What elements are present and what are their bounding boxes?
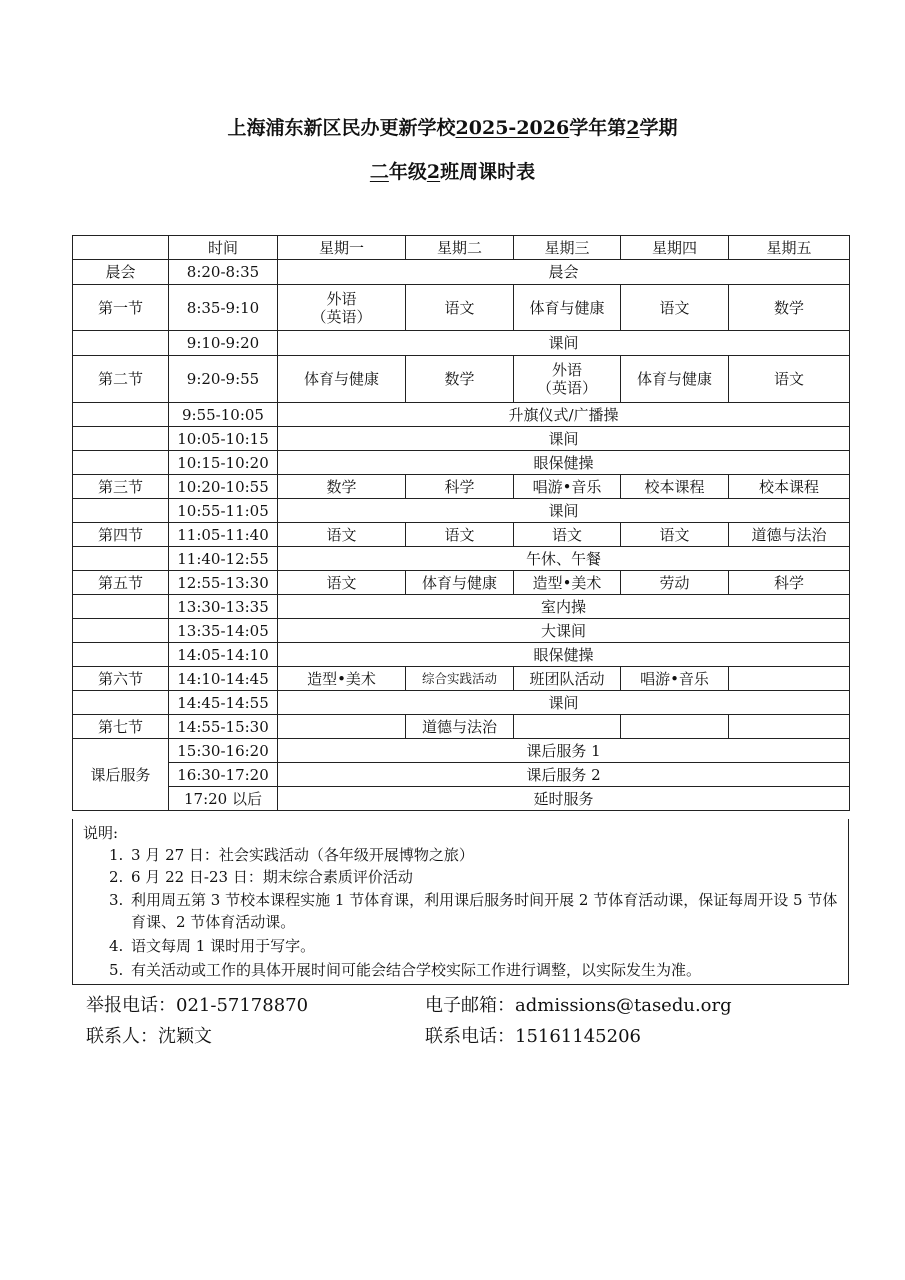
table-row <box>73 331 850 356</box>
span-cell: 大课间 <box>278 619 850 643</box>
time-cell: 14:05-14:10 <box>169 643 278 667</box>
time-cell: 13:30-13:35 <box>169 595 278 619</box>
document-subtitle <box>0 157 905 184</box>
period-cell <box>73 619 169 643</box>
notes-label: 说明: <box>83 824 119 842</box>
period-cell: 第一节 <box>73 285 169 331</box>
note-number: 2. <box>109 868 124 886</box>
period-cell <box>73 427 169 451</box>
class-cell-line: 外语 <box>551 361 582 379</box>
time-cell: 13:35-14:05 <box>169 619 278 643</box>
period-cell: 晨会 <box>73 260 169 285</box>
span-cell: 眼保健操 <box>278 643 850 667</box>
time-cell: 14:45-14:55 <box>169 691 278 715</box>
note-text: 语文每周 1 课时用于写字。 <box>131 937 316 955</box>
time-cell: 10:20-10:55 <box>169 475 278 499</box>
class-cell: 道德与法治 <box>729 523 850 547</box>
timetable <box>72 235 850 811</box>
class-cell: 语文 <box>514 523 621 547</box>
class-cell: 校本课程 <box>729 475 850 499</box>
period-cell: 第四节 <box>73 523 169 547</box>
table-row <box>73 787 850 811</box>
span-cell: 延时服务 <box>278 787 850 811</box>
table-row <box>73 523 850 547</box>
subtitle-grade: 二 <box>369 161 389 183</box>
time-cell: 12:55-13:30 <box>169 571 278 595</box>
span-cell: 升旗仪式/广播操 <box>278 403 850 427</box>
time-cell: 9:55-10:05 <box>169 403 278 427</box>
header-time-cell: 时间 <box>169 236 278 260</box>
class-cell: 体育与健康 <box>621 356 729 403</box>
class-cell <box>514 715 621 739</box>
time-cell: 9:20-9:55 <box>169 356 278 403</box>
table-row <box>73 571 850 595</box>
class-cell-line: （英语） <box>311 307 372 326</box>
table-row <box>73 403 850 427</box>
table-row <box>73 739 850 763</box>
document-title <box>0 113 905 140</box>
header-period-cell <box>73 236 169 260</box>
time-cell: 11:05-11:40 <box>169 523 278 547</box>
class-cell: 语文 <box>278 523 406 547</box>
class-cell: 语文 <box>621 285 729 331</box>
period-cell <box>73 499 169 523</box>
period-cell: 课后服务 <box>73 739 169 811</box>
time-cell: 9:10-9:20 <box>169 331 278 356</box>
span-cell: 晨会 <box>278 260 850 285</box>
contact-person: 联系人：沈颖文 <box>86 1026 212 1047</box>
notes-box <box>72 819 849 985</box>
table-row <box>73 643 850 667</box>
note-number: 5. <box>109 961 124 979</box>
class-cell: 语文 <box>278 571 406 595</box>
class-cell-line: 外语 <box>326 289 357 308</box>
table-row <box>73 499 850 523</box>
note-number: 4. <box>109 937 124 955</box>
table-row <box>73 356 850 403</box>
span-cell: 眼保健操 <box>278 451 850 475</box>
note-text: 3 月 27 日：社会实践活动（各年级开展博物之旅） <box>131 846 474 864</box>
table-row <box>73 475 850 499</box>
period-cell <box>73 451 169 475</box>
class-cell: 班团队活动 <box>514 667 621 691</box>
table-row <box>73 427 850 451</box>
class-cell <box>278 285 406 331</box>
table-row <box>73 260 850 285</box>
table-row <box>73 285 850 331</box>
time-cell: 16:30-17:20 <box>169 763 278 787</box>
period-cell <box>73 331 169 356</box>
class-cell: 数学 <box>406 356 514 403</box>
span-cell: 午休、午餐 <box>278 547 850 571</box>
period-cell: 第三节 <box>73 475 169 499</box>
period-cell <box>73 403 169 427</box>
time-cell: 10:15-10:20 <box>169 451 278 475</box>
class-cell: 数学 <box>729 285 850 331</box>
class-cell: 数学 <box>278 475 406 499</box>
time-cell: 15:30-16:20 <box>169 739 278 763</box>
class-cell: 语文 <box>406 285 514 331</box>
period-cell: 第七节 <box>73 715 169 739</box>
class-cell: 造型•美术 <box>514 571 621 595</box>
period-cell <box>73 643 169 667</box>
note-text: 6 月 22 日-23 日：期末综合素质评价活动 <box>131 868 413 886</box>
class-cell: 唱游•音乐 <box>621 667 729 691</box>
header-day-cell: 星期四 <box>621 236 729 260</box>
table-row <box>73 595 850 619</box>
period-cell: 第二节 <box>73 356 169 403</box>
class-cell: 道德与法治 <box>406 715 514 739</box>
class-cell: 校本课程 <box>621 475 729 499</box>
header-row <box>73 236 850 260</box>
note-item <box>109 844 844 866</box>
header-day-cell: 星期五 <box>729 236 850 260</box>
class-cell: 体育与健康 <box>278 356 406 403</box>
time-cell: 11:40-12:55 <box>169 547 278 571</box>
note-text: 利用周五第 3 节校本课程实施 1 节体育课，利用课后服务时间开展 2 节体育活动课，保证每周开设 5 节体育课、2 节体育活动课。 <box>131 891 838 931</box>
period-cell: 第五节 <box>73 571 169 595</box>
table-row <box>73 451 850 475</box>
title-school: 上海浦东新区民办更新学校 <box>227 117 456 139</box>
table-row <box>73 547 850 571</box>
class-cell: 科学 <box>729 571 850 595</box>
title-year-suffix: 学年第 <box>569 117 627 139</box>
class-cell <box>729 667 850 691</box>
class-cell: 语文 <box>621 523 729 547</box>
header-day-cell: 星期一 <box>278 236 406 260</box>
note-number: 1. <box>109 846 124 864</box>
note-number: 3. <box>109 891 124 909</box>
class-cell: 体育与健康 <box>406 571 514 595</box>
period-cell <box>73 547 169 571</box>
span-cell: 室内操 <box>278 595 850 619</box>
contact-email: 电子邮箱：admissions@tasedu.org <box>425 995 732 1016</box>
time-cell: 14:55-15:30 <box>169 715 278 739</box>
class-cell: 语文 <box>406 523 514 547</box>
report-phone: 举报电话：021-57178870 <box>86 995 309 1016</box>
class-cell: 劳动 <box>621 571 729 595</box>
time-cell: 10:55-11:05 <box>169 499 278 523</box>
note-text: 有关活动或工作的具体开展时间可能会结合学校实际工作进行调整，以实际发生为准。 <box>131 961 702 979</box>
class-cell-line: （英语） <box>536 379 597 397</box>
time-cell: 10:05-10:15 <box>169 427 278 451</box>
header-day-cell: 星期三 <box>514 236 621 260</box>
header-day-cell: 星期二 <box>406 236 514 260</box>
contact-phone: 联系电话：15161145206 <box>425 1026 641 1047</box>
time-cell: 17:20 以后 <box>169 787 278 811</box>
title-school-year: 2025-2026 <box>455 117 570 139</box>
table-row <box>73 691 850 715</box>
span-cell: 课间 <box>278 331 850 356</box>
class-cell <box>514 356 621 403</box>
table-row <box>73 763 850 787</box>
period-cell <box>73 691 169 715</box>
table-row <box>73 667 850 691</box>
class-cell: 综合实践活动 <box>406 667 514 691</box>
note-item <box>109 866 844 888</box>
span-cell: 课间 <box>278 499 850 523</box>
class-cell: 科学 <box>406 475 514 499</box>
note-item <box>109 889 844 933</box>
class-cell: 唱游•音乐 <box>514 475 621 499</box>
subtitle-grade-suffix: 年级 <box>388 161 427 183</box>
subtitle-class-suffix: 班周课时表 <box>440 161 536 183</box>
time-cell: 8:35-9:10 <box>169 285 278 331</box>
span-cell: 课后服务 2 <box>278 763 850 787</box>
class-cell <box>278 715 406 739</box>
class-cell: 体育与健康 <box>514 285 621 331</box>
span-cell: 课后服务 1 <box>278 739 850 763</box>
time-cell: 8:20-8:35 <box>169 260 278 285</box>
title-term: 2 <box>626 117 640 139</box>
subtitle-class: 2 <box>426 161 441 183</box>
title-term-suffix: 学期 <box>639 117 678 139</box>
period-cell <box>73 595 169 619</box>
class-cell: 造型•美术 <box>278 667 406 691</box>
class-cell <box>621 715 729 739</box>
period-cell: 第六节 <box>73 667 169 691</box>
class-cell <box>729 715 850 739</box>
time-cell: 14:10-14:45 <box>169 667 278 691</box>
class-cell: 语文 <box>729 356 850 403</box>
note-item <box>109 959 844 981</box>
table-row <box>73 715 850 739</box>
table-row <box>73 619 850 643</box>
span-cell: 课间 <box>278 427 850 451</box>
span-cell: 课间 <box>278 691 850 715</box>
note-item <box>109 935 844 957</box>
